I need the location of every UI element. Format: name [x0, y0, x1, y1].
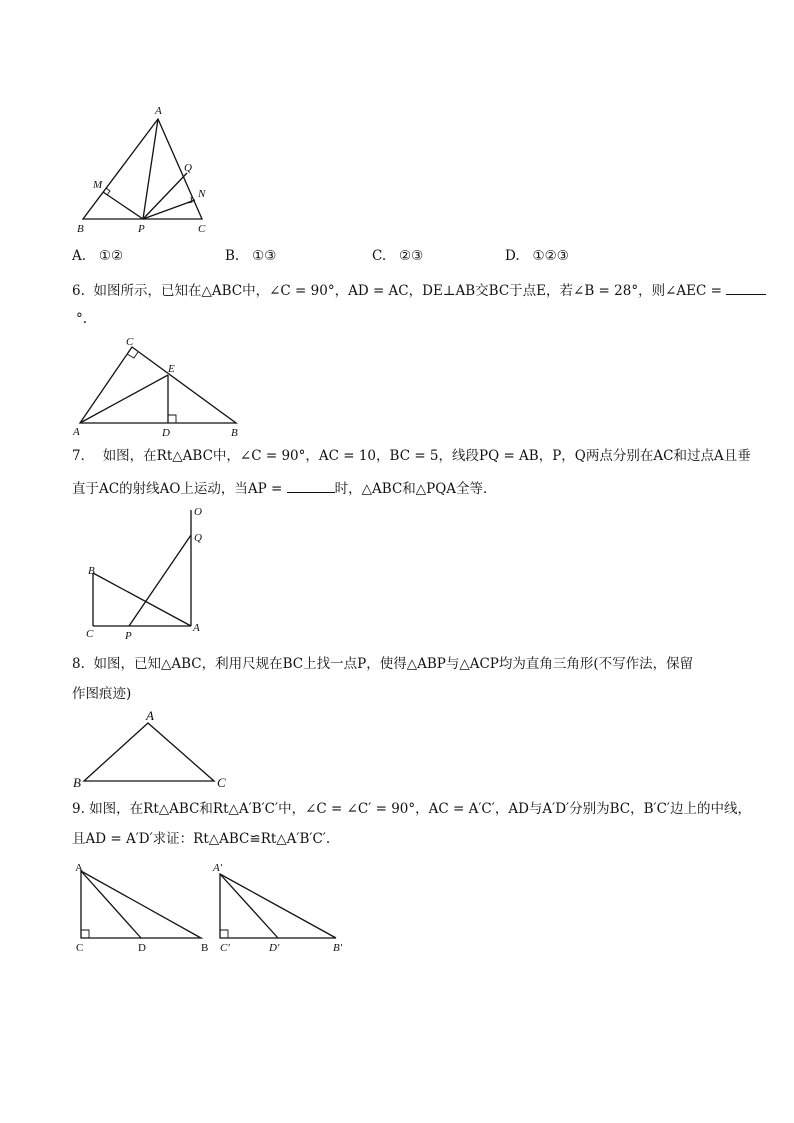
label-c-q9: C: [76, 942, 84, 954]
q9-line1: 9. 如图，在Rt△ABC和Rt△A′B′C′中，∠C = ∠C′ = 90°，AC = A′C′，AD与A′D′分别为BC，B′C′边上的中线，: [72, 801, 751, 817]
label-b-q9: B: [201, 942, 209, 954]
label-q-q7: Q: [194, 532, 202, 544]
segment-pq: [143, 173, 187, 219]
segment-ap: [143, 119, 158, 219]
triangle-abc-prime-q9: [220, 874, 336, 938]
segment-ba: [93, 573, 191, 626]
triangle-abc-q9: [81, 871, 201, 938]
option-a: A. ①②: [72, 248, 124, 264]
segment-pn: [143, 200, 195, 219]
label-b-q6: B: [231, 427, 238, 439]
label-c-prime-q9: C′: [220, 942, 230, 954]
label-a-q7: A: [193, 622, 200, 634]
label-o-q7: O: [194, 506, 202, 518]
label-q: Q: [184, 162, 192, 174]
q7-line1: 7． 如图，在Rt△ABC中，∠C = 90°，AC = 10，BC = 5，线段PQ = AB，P，Q两点分别在AC和过点A且垂: [72, 448, 751, 464]
segment-pq-q7: [129, 535, 191, 626]
label-a-prime-q9: A′: [213, 862, 223, 874]
label-p: P: [138, 223, 145, 235]
segment-ad-q9: [81, 871, 141, 938]
label-c: C: [198, 223, 206, 235]
segment-ae: [80, 375, 168, 423]
label-a-q9: A: [75, 862, 83, 874]
figure-q8: [70, 706, 235, 796]
q8-line2: 作图痕迹): [72, 686, 132, 702]
segment-ad-prime-q9: [220, 874, 278, 938]
right-angle-mark-c-prime-q9: [220, 930, 228, 938]
option-c: C. ②③: [372, 248, 424, 264]
option-d: D. ①②③: [505, 248, 569, 264]
figure-q7: [80, 500, 215, 645]
label-b: B: [77, 223, 84, 235]
right-angle-mark-d: [168, 415, 176, 423]
q6-line1: 6. 如图所示，已知在△ABC中，∠C = 90°，AD = AC，DE⊥AB交BC于点E，若∠B = 28°，则∠AEC =: [72, 280, 766, 301]
q7-number: 7．: [72, 448, 95, 464]
label-m: M: [93, 179, 103, 191]
q6-line2: °.: [76, 311, 88, 327]
right-angle-mark-c-q9: [81, 930, 89, 938]
label-b-prime-q9: B′: [333, 942, 343, 954]
option-b: B. ①③: [225, 248, 277, 264]
label-a: A: [155, 105, 162, 117]
triangle-abc-q6: [80, 347, 236, 423]
label-d-q6: D: [162, 427, 170, 439]
q6-number: 6.: [72, 283, 85, 299]
label-b-q8: B: [73, 775, 81, 790]
label-p-q7: P: [125, 630, 132, 642]
label-d-q9: D: [138, 942, 146, 954]
figure-q5: [70, 100, 220, 240]
segment-pm: [103, 192, 143, 219]
figure-q6: [70, 335, 250, 440]
q8-line1: 8. 如图，已知△ABC，利用尺规在BC上找一点P，使得△ABP与△ACP均为直角三角形(不写作法，保留: [72, 656, 694, 672]
label-c-q8: C: [217, 775, 226, 790]
label-a-q8: A: [146, 708, 154, 723]
label-c-q6: C: [126, 336, 134, 348]
q9-number: 9.: [72, 801, 85, 817]
label-d-prime-q9: D′: [269, 942, 280, 954]
triangle-abc-q8: [84, 723, 214, 781]
label-b-q7: B: [88, 565, 95, 577]
label-n: N: [198, 188, 206, 200]
label-e-q6: E: [168, 363, 175, 375]
q6-answer-blank: [726, 280, 766, 295]
q9-line2: 且AD = A′D′求证：Rt△ABC≌Rt△A′B′C′.: [72, 831, 331, 847]
label-a-q6: A: [73, 426, 80, 438]
q7-line2: 直于AC的射线AO上运动，当AP = 时，△ABC和△PQA全等．: [72, 478, 497, 499]
q8-number: 8.: [72, 656, 85, 672]
figure-q9-right: [206, 855, 356, 960]
label-c-q7: C: [86, 628, 94, 640]
figure-q9-left: [70, 855, 215, 960]
q7-answer-blank: [287, 478, 335, 493]
